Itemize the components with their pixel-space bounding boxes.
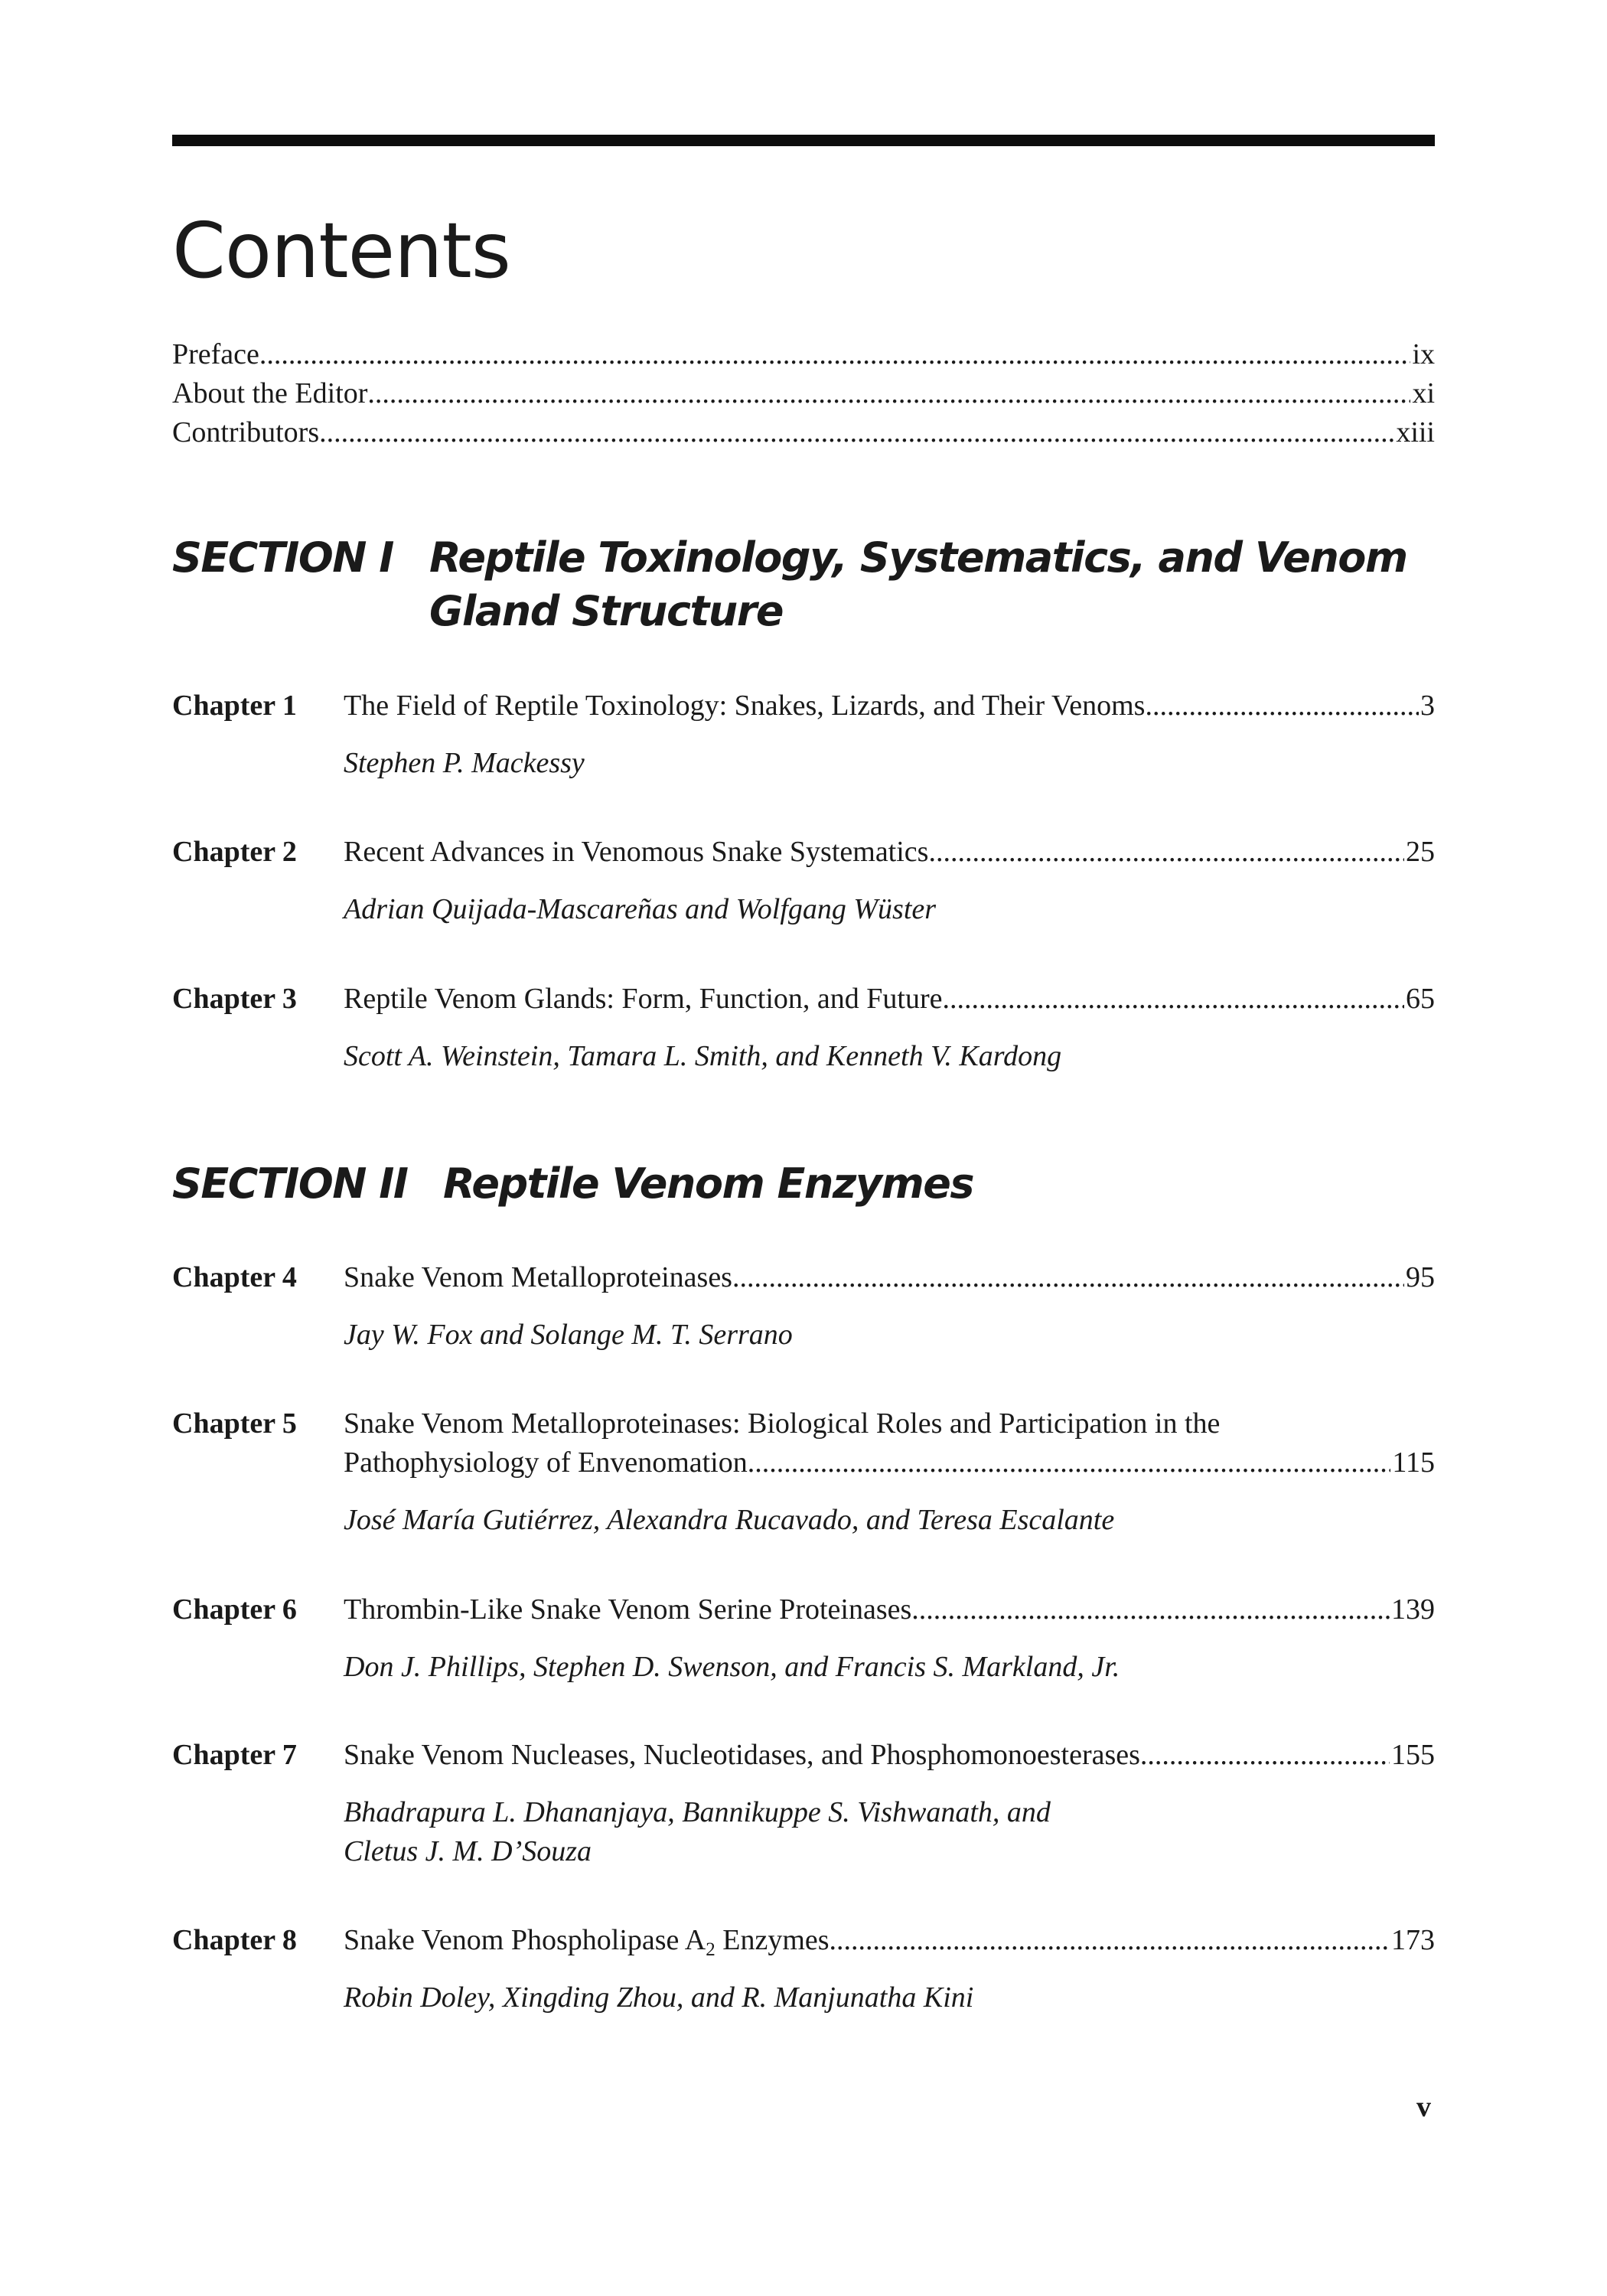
dot-leader — [319, 413, 1394, 452]
section-heading — [172, 531, 1435, 638]
entry-title: About the Editor — [172, 377, 368, 409]
section-label: SECTION II — [172, 1159, 408, 1208]
chapter-title-line — [344, 1736, 1435, 1775]
dot-leader — [830, 1921, 1390, 1960]
subscript-2: 2 — [706, 1939, 715, 1960]
chapter-title: Snake Venom Metalloproteinases — [344, 1261, 732, 1293]
chapter-body — [344, 833, 1435, 929]
dot-leader — [748, 1443, 1391, 1482]
chapter-title: The Field of Reptile Toxinology: Snakes, Lizards, and Their Venoms — [344, 690, 1146, 722]
chapter-title-line — [344, 980, 1435, 1019]
page-number: v — [1416, 2091, 1431, 2123]
section-title-line: Gland Structure — [429, 587, 783, 635]
chapter-page-number: 155 — [1391, 1739, 1435, 1771]
chapter-authors: Scott A. Weinstein, Tamara L. Smith, and Kenneth V. Kardong — [344, 1040, 1062, 1072]
section-heading — [172, 1157, 1435, 1211]
top-rule — [172, 135, 1435, 146]
chapter-entry[interactable] — [172, 1590, 1435, 1687]
chapter-title: Pathophysiology of Envenomation — [344, 1446, 748, 1479]
chapter-label: Chapter 2 — [172, 836, 297, 868]
chapter-page-number: 65 — [1406, 983, 1435, 1015]
chapter-body — [344, 1921, 1435, 2017]
chapter-body — [344, 1736, 1435, 1871]
chapter-title: Recent Advances in Venomous Snake Systematics — [344, 836, 929, 868]
chapter-title — [344, 1921, 830, 1960]
chapter-entry[interactable] — [172, 1921, 1435, 2017]
section-title: Reptile Venom Enzymes — [443, 1159, 974, 1208]
chapter-body — [344, 980, 1435, 1076]
chapter-title-text: Enzymes — [715, 1924, 830, 1956]
dot-leader — [259, 335, 1411, 374]
entry-page-number: ix — [1412, 338, 1435, 370]
entry-page-number: xi — [1412, 377, 1435, 409]
chapter-body — [344, 1404, 1435, 1540]
chapter-label: Chapter 1 — [172, 690, 297, 722]
chapter-body — [344, 1258, 1435, 1355]
dot-leader — [732, 1258, 1404, 1297]
chapter-label: Chapter 3 — [172, 983, 297, 1015]
chapter-body — [344, 687, 1435, 783]
chapter-authors: Adrian Quijada-Mascareñas and Wolfgang Wüster — [344, 893, 937, 925]
chapter-authors-line: Cletus J. M. D’Souza — [344, 1835, 592, 1867]
page-title: Contents — [172, 206, 510, 295]
section-title-line: Reptile Toxinology, Systematics, and Venom — [429, 533, 1407, 582]
dot-leader — [942, 980, 1404, 1019]
chapter-page-number: 173 — [1391, 1924, 1435, 1956]
chapter-authors: Stephen P. Mackessy — [344, 747, 585, 779]
entry-title: Contributors — [172, 416, 320, 448]
chapter-authors-line: Bhadrapura L. Dhananjaya, Bannikuppe S. Vishwanath, and — [344, 1796, 1051, 1828]
chapter-title-text: Snake Venom Phospholipase A — [344, 1924, 706, 1956]
chapter-entry[interactable] — [172, 1736, 1435, 1871]
chapter-label: Chapter 6 — [172, 1593, 297, 1626]
section-label: SECTION I — [172, 533, 393, 582]
chapter-title-line — [344, 1921, 1435, 1960]
chapter-authors: José María Gutiérrez, Alexandra Rucavado, and Teresa Escalante — [344, 1504, 1115, 1536]
dot-leader — [367, 374, 1410, 413]
chapter-title-line — [344, 687, 1435, 726]
chapter-title-line — [344, 1443, 1435, 1482]
chapter-entry[interactable] — [172, 1404, 1435, 1540]
front-matter-list — [172, 335, 1435, 452]
chapter-page-number: 95 — [1406, 1261, 1435, 1293]
chapter-title-line: Snake Venom Metalloproteinases: Biological Roles and Participation in the — [344, 1407, 1221, 1440]
chapter-page-number: 139 — [1391, 1593, 1435, 1626]
front-matter-entry[interactable] — [172, 413, 1435, 452]
chapter-label: Chapter 4 — [172, 1261, 297, 1293]
chapter-authors — [344, 1793, 1435, 1871]
dot-leader — [1145, 687, 1419, 726]
front-matter-entry[interactable] — [172, 335, 1435, 374]
chapter-page-number: 25 — [1406, 836, 1435, 868]
chapter-authors: Robin Doley, Xingding Zhou, and R. Manjunatha Kini — [344, 1981, 974, 2014]
chapter-page-number: 115 — [1392, 1446, 1435, 1479]
dot-leader — [1140, 1736, 1390, 1775]
chapter-page-number: 3 — [1420, 690, 1435, 722]
chapter-authors: Don J. Phillips, Stephen D. Swenson, and Francis S. Markland, Jr. — [344, 1651, 1120, 1683]
chapter-title-line — [344, 1590, 1435, 1629]
chapter-title: Thrombin-Like Snake Venom Serine Proteinases — [344, 1593, 912, 1626]
chapter-label: Chapter 7 — [172, 1739, 297, 1771]
chapter-label: Chapter 5 — [172, 1407, 297, 1440]
chapter-entry[interactable] — [172, 833, 1435, 929]
chapter-title: Reptile Venom Glands: Form, Function, and Future — [344, 983, 943, 1015]
dot-leader — [928, 833, 1404, 872]
section-title — [429, 531, 1435, 638]
chapter-body — [344, 1590, 1435, 1687]
front-matter-entry[interactable] — [172, 374, 1435, 413]
chapter-entry[interactable] — [172, 980, 1435, 1076]
chapter-entry[interactable] — [172, 687, 1435, 783]
chapter-title-line — [344, 1258, 1435, 1297]
chapter-title: Snake Venom Nucleases, Nucleotidases, and Phosphomonoesterases — [344, 1739, 1140, 1771]
chapter-authors: Jay W. Fox and Solange M. T. Serrano — [344, 1319, 793, 1351]
entry-page-number: xiii — [1396, 416, 1435, 448]
entry-title: Preface — [172, 338, 259, 370]
chapter-title-line — [344, 833, 1435, 872]
chapter-entry[interactable] — [172, 1258, 1435, 1355]
dot-leader — [911, 1590, 1390, 1629]
chapter-label: Chapter 8 — [172, 1924, 297, 1956]
